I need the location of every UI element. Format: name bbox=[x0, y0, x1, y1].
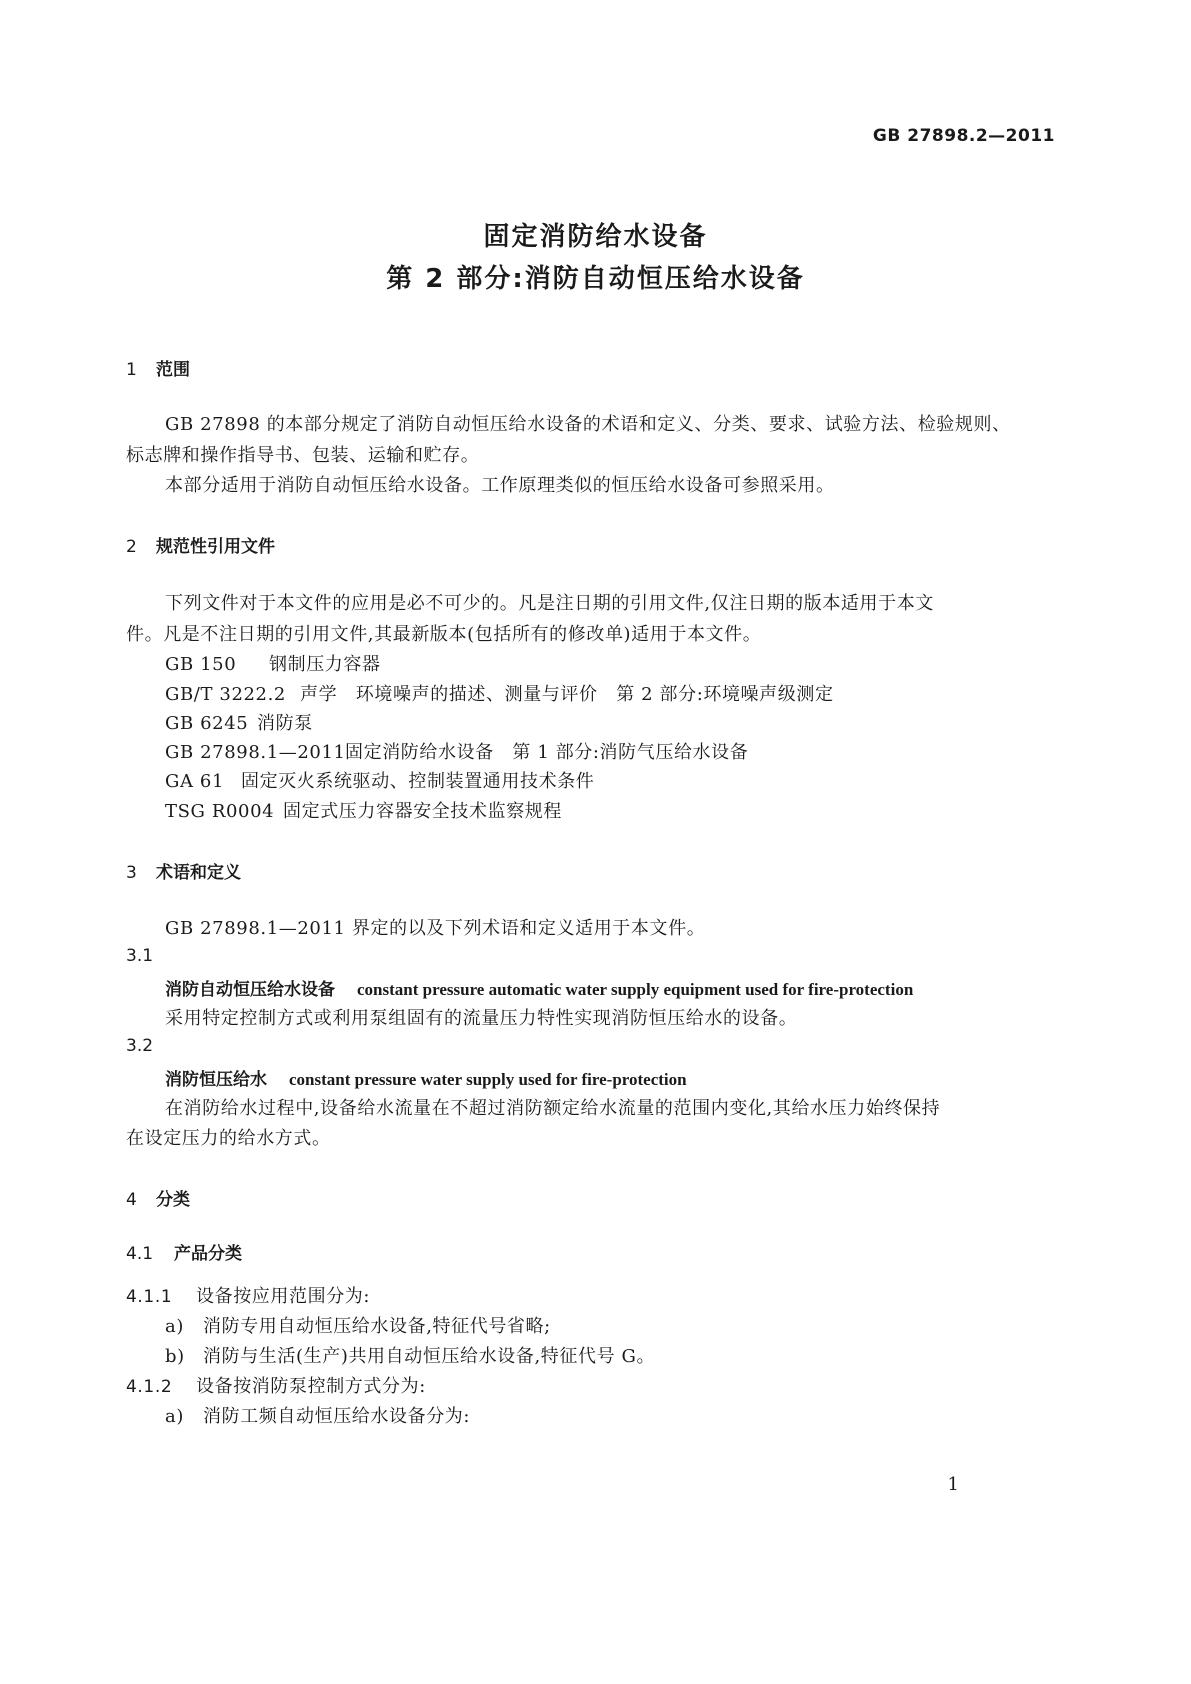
normative-reference bbox=[165, 767, 594, 793]
clause-4-1-1 bbox=[126, 1282, 370, 1308]
subsection-title: 产品分类 bbox=[174, 1244, 242, 1264]
reference-title: 声学 环境噪声的描述、测量与评价 第 2 部分:环境噪声级测定 bbox=[300, 684, 834, 705]
reference-title: 消防泵 bbox=[257, 713, 313, 734]
clause-4-1-2 bbox=[126, 1372, 426, 1398]
list-item-text: 消防与生活(生产)共用自动恒压给水设备,特征代号 G。 bbox=[203, 1346, 656, 1367]
term-chinese: 消防恒压给水 bbox=[165, 1070, 267, 1090]
term-definition: 在消防给水过程中,设备给水流量在不超过消防额定给水流量的范围内变化,其给水压力始终保持 bbox=[165, 1098, 941, 1119]
subsection-number: 4.1 bbox=[126, 1244, 154, 1264]
reference-code: GB 27898.1—2011 bbox=[165, 742, 346, 763]
normative-reference bbox=[165, 650, 381, 676]
section-1-heading bbox=[126, 355, 190, 380]
paragraph-line: 本部分适用于消防自动恒压给水设备。工作原理类似的恒压给水设备可参照采用。 bbox=[165, 475, 835, 496]
section-number: 2 bbox=[126, 537, 137, 557]
paragraph-line: 标志牌和操作指导书、包装、运输和贮存。 bbox=[126, 445, 480, 466]
paragraph-line: GB 27898.1—2011 界定的以及下列术语和定义适用于本文件。 bbox=[165, 918, 706, 939]
list-item bbox=[165, 1342, 655, 1368]
term-english: constant pressure automatic water supply equipment used for fire-protection bbox=[357, 980, 914, 999]
term-english: constant pressure water supply used for fire-protection bbox=[289, 1070, 687, 1089]
term-definition: 采用特定控制方式或利用泵组固有的流量压力特性实现消防恒压给水的设备。 bbox=[165, 1008, 798, 1029]
term-number: 3.2 bbox=[126, 1036, 154, 1056]
section-2-heading bbox=[126, 532, 275, 557]
section-title: 规范性引用文件 bbox=[156, 537, 275, 557]
page-number: 1 bbox=[947, 1474, 959, 1495]
section-number: 3 bbox=[126, 863, 137, 883]
clause-number: 4.1.2 bbox=[126, 1377, 173, 1397]
section-3-heading bbox=[126, 858, 241, 883]
clause-text: 设备按应用范围分为: bbox=[196, 1286, 371, 1307]
reference-code: GA 61 bbox=[165, 771, 225, 792]
list-item bbox=[165, 1312, 551, 1338]
paragraph-line: 下列文件对于本文件的应用是必不可少的。凡是注日期的引用文件,仅注日期的版本适用于本文 bbox=[165, 593, 934, 614]
section-number: 1 bbox=[126, 360, 137, 380]
section-title: 范围 bbox=[156, 360, 190, 380]
list-item-label: a) bbox=[165, 1406, 184, 1427]
clause-text: 设备按消防泵控制方式分为: bbox=[196, 1376, 426, 1397]
reference-code: GB/T 3222.2 bbox=[165, 684, 286, 705]
reference-code: GB 150 bbox=[165, 654, 237, 675]
normative-reference bbox=[165, 680, 834, 706]
term-definition: 在设定压力的给水方式。 bbox=[126, 1128, 331, 1149]
term-entry bbox=[165, 975, 913, 1000]
subsection-4-1-heading bbox=[126, 1239, 242, 1264]
list-item-text: 消防工频自动恒压给水设备分为: bbox=[203, 1406, 471, 1427]
normative-reference bbox=[165, 709, 313, 735]
paragraph-line: GB 27898 的本部分规定了消防自动恒压给水设备的术语和定义、分类、要求、试验方法、检验规则、 bbox=[165, 414, 1011, 435]
section-title: 术语和定义 bbox=[156, 863, 241, 883]
standard-number: GB 27898.2—2011 bbox=[872, 126, 1055, 146]
term-entry bbox=[165, 1065, 687, 1090]
reference-title: 固定灭火系统驱动、控制装置通用技术条件 bbox=[241, 771, 595, 792]
list-item-label: b) bbox=[165, 1346, 185, 1367]
paragraph-line: 件。凡是不注日期的引用文件,其最新版本(包括所有的修改单)适用于本文件。 bbox=[126, 624, 762, 645]
reference-title: 钢制压力容器 bbox=[269, 654, 381, 675]
document-title-line1: 固定消防给水设备 bbox=[483, 222, 708, 252]
list-item bbox=[165, 1402, 470, 1428]
document-title-line2: 第 2 部分:消防自动恒压给水设备 bbox=[386, 264, 805, 294]
reference-code: GB 6245 bbox=[165, 713, 249, 734]
list-item-label: a) bbox=[165, 1316, 184, 1337]
term-chinese: 消防自动恒压给水设备 bbox=[165, 980, 335, 1000]
clause-number: 4.1.1 bbox=[126, 1287, 173, 1307]
reference-code: TSG R0004 bbox=[165, 801, 275, 822]
normative-reference bbox=[165, 797, 562, 823]
normative-reference bbox=[165, 738, 748, 764]
term-number: 3.1 bbox=[126, 946, 154, 966]
section-title: 分类 bbox=[156, 1190, 190, 1210]
section-4-heading bbox=[126, 1185, 190, 1210]
reference-title: 固定消防给水设备 第 1 部分:消防气压给水设备 bbox=[345, 742, 749, 763]
section-number: 4 bbox=[126, 1190, 137, 1210]
list-item-text: 消防专用自动恒压给水设备,特征代号省略; bbox=[203, 1316, 551, 1337]
reference-title: 固定式压力容器安全技术监察规程 bbox=[283, 801, 562, 822]
